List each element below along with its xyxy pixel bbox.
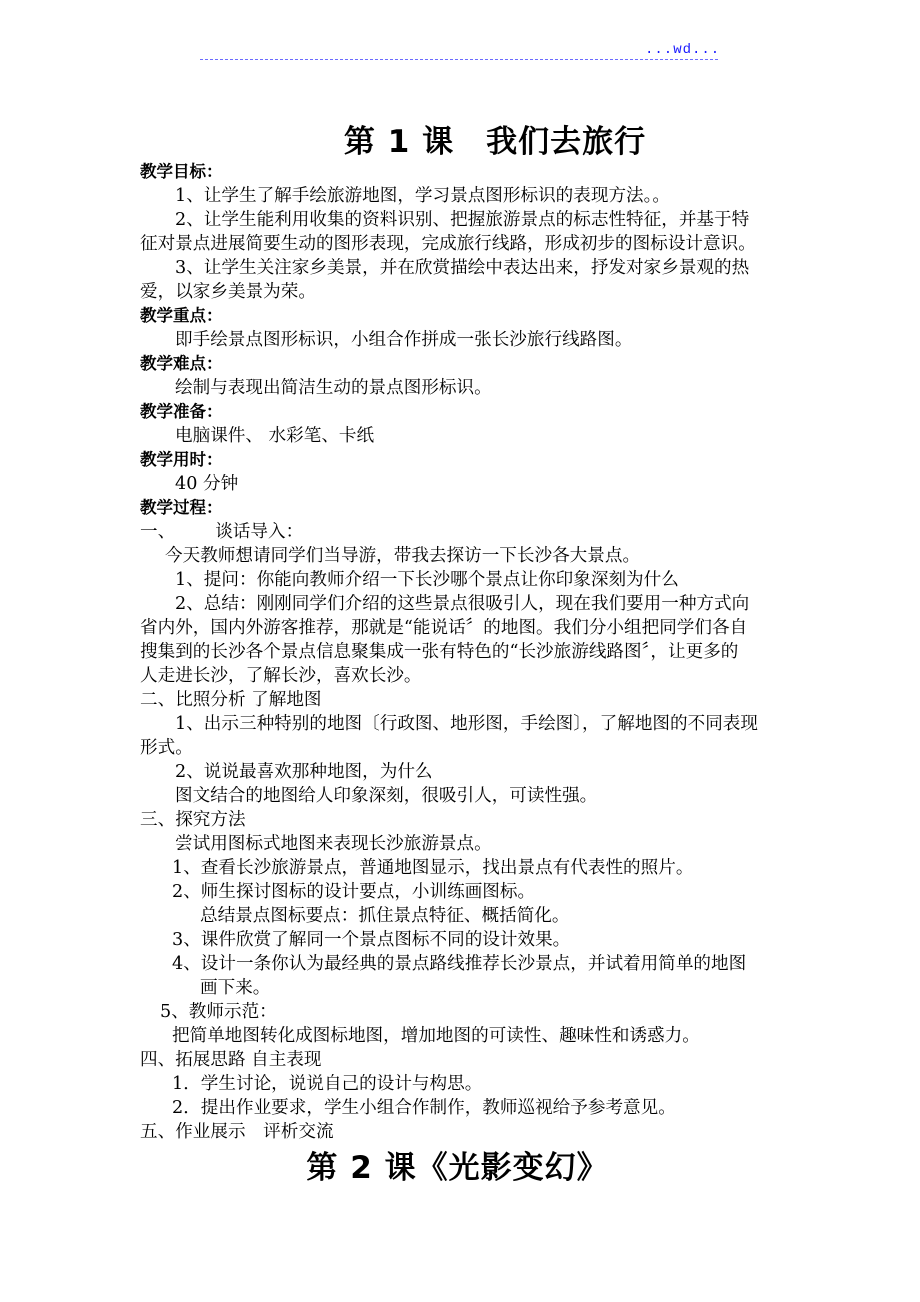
section-3-line: 3、课件欣赏了解同一个景点图标不同的设计效果。 [172,930,571,950]
prep-heading: 教学准备： [140,402,223,421]
section-1-line: 搜集到的长沙各个景点信息聚集成一张有特色的“长沙旅游线路图〞，让更多的 [140,642,739,662]
section-1-line: 2、总结：刚刚同学们介绍的这些景点很吸引人，现在我们要用一种方式向 [175,594,750,614]
section-3-line: 画下来。 [200,978,271,998]
section-4-heading: 四、拓展思路 自主表现 [140,1050,322,1070]
section-2-heading: 二、比照分析 了解地图 [140,690,322,710]
goal-item: 爱，以家乡美景为荣。 [140,282,316,302]
time-heading: 教学用时： [140,450,223,469]
prep-text: 电脑课件、 水彩笔、卡纸 [175,426,375,446]
key-heading: 教学重点： [140,306,223,325]
time-text: 40 分钟 [175,474,239,494]
section-1-title: 谈话导入： [215,522,304,542]
section-1-heading [140,520,790,544]
section-3-line: 5、教师示范： [160,1002,277,1022]
section-1-line: 人走进长沙，了解长沙，喜欢长沙。 [140,666,422,686]
lesson1-title: 第 1 课 我们去旅行 [343,124,647,160]
section-1-line: 1、提问：你能向教师介绍一下长沙哪个景点让你印象深刻为什么 [175,570,679,590]
section-1-line: 今天教师想请同学们当导游，带我去探访一下长沙各大景点。 [165,546,641,566]
section-2-line: 图文结合的地图给人印象深刻，很吸引人，可读性强。 [175,786,598,806]
lesson1-body [140,160,790,1144]
section-1-number: 一、 [140,522,176,542]
section-1-line: 省内外，国内外游客推荐，那就是“能说话〞的地图。我们分小组把同学们各自 [140,618,748,638]
goal-item: 3、让学生关注家乡美景，并在欣赏描绘中表达出来，抒发对家乡景观的热 [175,258,750,278]
process-heading: 教学过程： [140,498,223,517]
difficulty-text: 绘制与表现出简洁生动的景点图形标识。 [175,378,492,398]
section-3-line: 4、设计一条你认为最经典的景点路线推荐长沙景点，并试着用简单的地图 [172,954,747,974]
section-3-line: 2、师生探讨图标的设计要点，小训练画图标。 [172,882,536,902]
key-text: 即手绘景点图形标识，小组合作拼成一张长沙旅行线路图。 [175,330,633,350]
lesson2-title: 第 2 课《光影变幻》 [306,1150,609,1186]
header-mark: ...wd... [645,42,721,58]
section-4-line: 2．提出作业要求，学生小组合作制作，教师巡视给予参考意见。 [172,1098,676,1118]
goal-item: 征对景点进展简要生动的图形表现，完成旅行线路，形成初步的图标设计意识。 [140,234,756,254]
section-2-line: 1、出示三种特别的地图〔行政图、地形图，手绘图〕，了解地图的不同表现 [175,714,758,734]
section-3-line: 总结景点图标要点：抓住景点特征、概括简化。 [200,906,570,926]
section-2-line: 2、说说最喜欢那种地图，为什么 [175,762,433,782]
section-3-line: 把简单地图转化成图标地图，增加地图的可读性、趣味性和诱惑力。 [172,1026,700,1046]
goal-item: 2、让学生能利用收集的资料识别、把握旅游景点的标志性特征，并基于特 [175,210,750,230]
section-5-heading: 五、作业展示 评析交流 [140,1122,334,1142]
section-3-heading: 三、探究方法 [140,810,246,830]
goal-item: 1、让学生了解手绘旅游地图，学习景点图形标识的表现方法。。 [175,186,671,206]
section-3-line: 1、查看长沙旅游景点，普通地图显示，找出景点有代表性的照片。 [172,858,694,878]
goals-heading: 教学目标： [140,162,223,181]
section-4-line: 1．学生讨论，说说自己的设计与构思。 [172,1074,483,1094]
header-divider [200,59,718,60]
section-3-line: 尝试用图标式地图来表现长沙旅游景点。 [175,834,492,854]
difficulty-heading: 教学难点： [140,354,223,373]
section-2-line: 形式。 [140,738,193,758]
